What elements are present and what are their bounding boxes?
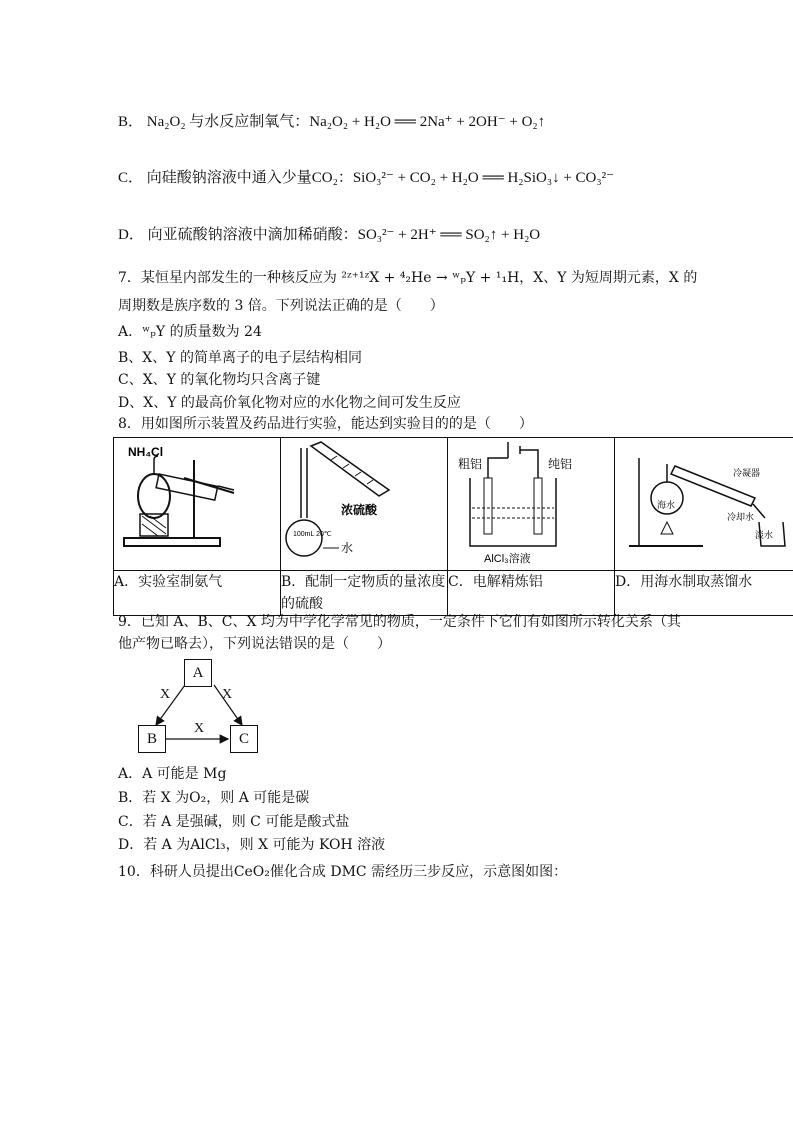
node-b: B	[138, 725, 166, 753]
option-c-text: 向硅酸钠溶液中通入少量CO₂：SiO₃²⁻ + CO₂ + H₂O ══ H₂SiO₃↓ + CO₃²⁻	[146, 170, 615, 186]
option-b-prefix: B．	[118, 114, 144, 130]
option-c	[118, 168, 614, 188]
flask-volume-label: 100mL 20℃	[293, 531, 332, 538]
volumetric-flask-figure	[281, 438, 447, 566]
q7-option-c: C、X、Y 的氧化物均只含离子键	[118, 372, 321, 388]
caption-a: A．实验室制氨气	[114, 571, 281, 616]
q10-stem: 10．科研人员提出CeO₂催化合成 DMC 需经历三步反应，示意图如图：	[118, 864, 568, 880]
q9-diagram	[130, 655, 270, 755]
apparatus-c	[448, 438, 615, 571]
q8-apparatus-table	[113, 437, 793, 616]
q7-option-d: D、X、Y 的最高价氧化物对应的水化物之间可发生反应	[118, 395, 461, 411]
edge-label-ac: X	[222, 687, 233, 702]
cooling-water-label: 冷却水	[727, 512, 755, 522]
apparatus-d	[615, 438, 793, 571]
option-d	[118, 225, 540, 245]
distillation-figure	[615, 438, 793, 566]
conc-sulfuric-label: 浓硫酸	[341, 503, 378, 517]
node-a: A	[184, 659, 212, 687]
alcl3-solution-label: AlCl₃溶液	[484, 553, 531, 565]
crude-al-label: 粗铝	[458, 457, 483, 471]
option-d-text: 向亚硫酸钠溶液中滴加稀硝酸：SO₃²⁻ + 2H⁺ ══ SO₂↑ + H₂O	[147, 227, 541, 243]
q7-option-b: B、X、Y 的简单离子的电子层结构相同	[118, 350, 362, 366]
fresh-water-label: 淡水	[755, 530, 774, 540]
option-c-prefix: C．	[118, 170, 144, 186]
edge-label-ab: X	[160, 687, 171, 702]
option-d-prefix: D．	[118, 227, 144, 243]
q9-option-b: B．若 X 为O₂，则 A 可能是碳	[118, 790, 310, 806]
option-b	[118, 112, 545, 132]
q8-stem: 8．用如图所示装置及药品进行实验，能达到实验目的的是（ ）	[118, 416, 533, 432]
q9-option-d: D．若 A 为AlCl₃，则 X 可能为 KOH 溶液	[118, 837, 386, 853]
q7-line2: 周期数是族序数的 3 倍。下列说法正确的是（ ）	[118, 298, 444, 314]
apparatus-a	[114, 438, 281, 571]
caption-d: D．用海水制取蒸馏水	[615, 571, 793, 616]
q9-option-a: A．A 可能是 Mg	[118, 766, 227, 782]
q9-line2: 他产物已略去），下列说法错误的是（ ）	[118, 636, 391, 652]
apparatus-b	[281, 438, 448, 571]
node-c: C	[230, 725, 258, 753]
option-b-text: Na₂O₂ 与水反应制氧气：Na₂O₂ + H₂O ══ 2Na⁺ + 2OH⁻ + O₂↑	[146, 114, 546, 130]
q7-line1: 7．某恒星内部发生的一种核反应为 ²ᶻ⁺¹ᶻX + ⁴₂He → ʷₚY + ¹₁H，X、Y 为短周期元素，X 的	[118, 270, 698, 286]
condenser-label: 冷凝器	[733, 468, 761, 478]
water-label: 水	[341, 541, 354, 555]
ammonia-setup-figure	[114, 438, 280, 566]
electrolysis-figure	[448, 438, 614, 566]
q9-line1: 9．已知 A、B、C、X 均为中学化学常见的物质，一定条件下它们有如图所示转化关系（其	[118, 614, 681, 630]
nh4cl-label: NH₄Cl	[128, 445, 164, 459]
q9-option-c: C．若 A 是强碱，则 C 可能是酸式盐	[118, 814, 350, 830]
pure-al-label: 纯铝	[548, 457, 573, 471]
q7-option-a: A．ʷₚY 的质量数为 24	[118, 324, 262, 340]
caption-c: C．电解精炼铝	[448, 571, 615, 616]
edge-label-bc: X	[194, 721, 205, 736]
seawater-label: 海水	[657, 500, 676, 510]
caption-b: B．配制一定物质的量浓度的硫酸	[281, 571, 448, 616]
